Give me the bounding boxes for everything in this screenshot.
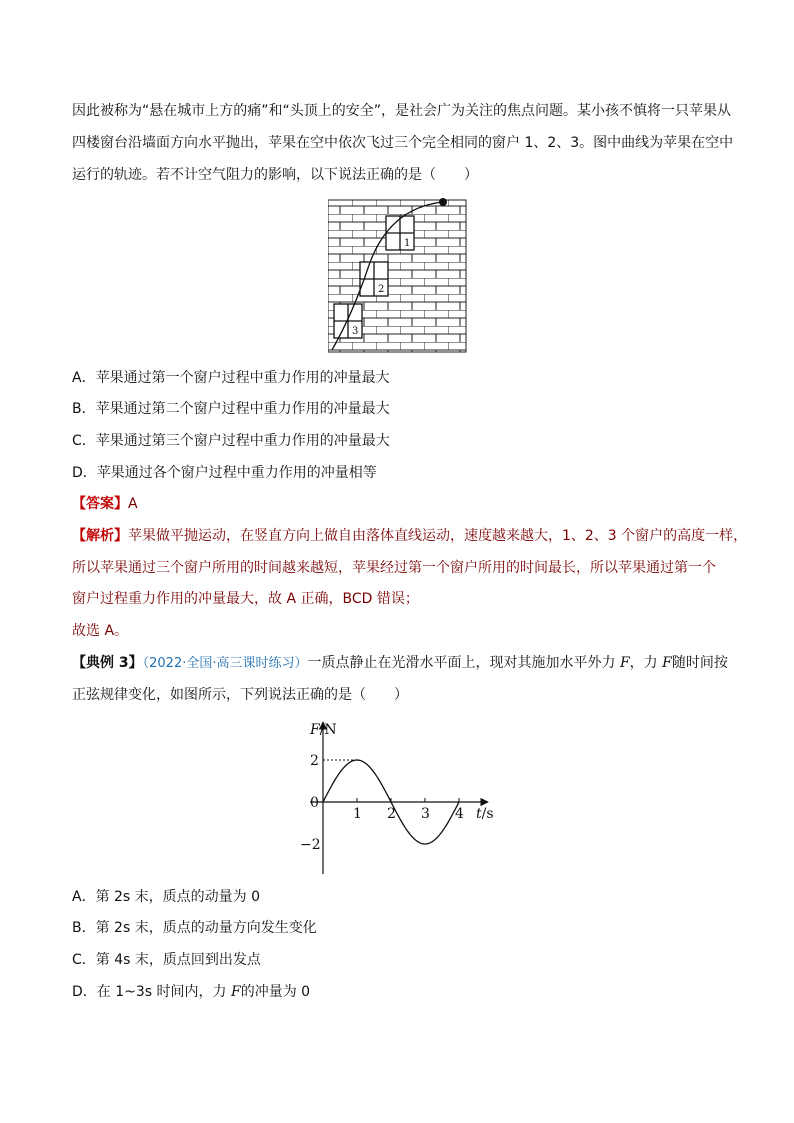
x-tick-label-4: 4 — [455, 806, 464, 822]
q2-option-d-var-f: F — [230, 984, 241, 1000]
example3-text-a: 一质点静止在光滑水平面上，现对其施加水平外力 — [307, 655, 620, 671]
window-1 — [386, 216, 414, 250]
answer-label: 【答案】 — [72, 496, 128, 512]
apple-dot — [439, 198, 447, 206]
answer-line — [72, 494, 138, 514]
analysis-line-3: 窗户过程重力作用的冲量最大，故 A 正确，BCD 错误； — [72, 591, 419, 607]
example3-label: 【典例 3】 — [72, 655, 143, 671]
q1-option-d: D．苹果通过各个窗户过程中重力作用的冲量相等 — [72, 465, 377, 481]
q2-option-d — [72, 982, 310, 1002]
window-label-3: 3 — [352, 326, 359, 337]
analysis-label: 【解析】 — [72, 528, 128, 544]
example3-text-c: 随时间按 — [671, 655, 728, 671]
x-tick-label-3: 3 — [421, 806, 430, 822]
answer-value: A — [128, 496, 138, 512]
q2-option-c: C．第 4s 末，质点回到出发点 — [72, 952, 261, 968]
brick-wall-figure — [328, 198, 468, 354]
y-tick-label-0: 2 — [310, 753, 319, 769]
intro-line-2: 四楼窗台沿墙面方向水平抛出，苹果在空中依次飞过三个完全相同的窗户 1、2、3。图中曲线为苹果在空中 — [72, 135, 734, 151]
y-axis-label: F/N — [310, 722, 337, 738]
y-tick-label-2: −2 — [300, 837, 321, 853]
x-tick-label-1: 1 — [353, 806, 362, 822]
q1-option-a: A．苹果通过第一个窗户过程中重力作用的冲量最大 — [72, 370, 390, 386]
q2-option-d-text-b: 的冲量为 0 — [240, 984, 311, 1000]
analysis-line-2: 所以苹果通过三个窗户所用的时间越来越短，苹果经过第一个窗户所用的时间最长，所以苹果通过第一个 — [72, 560, 716, 576]
intro-line-1: 因此被称为“悬在城市上方的痛”和“头顶上的安全”，是社会广为关注的焦点问题。某小孩不慎将一只苹果从 — [72, 103, 732, 119]
q1-option-c: C．苹果通过第三个窗户过程中重力作用的冲量最大 — [72, 433, 390, 449]
x-tick-label-2: 2 — [387, 806, 396, 822]
example3-var-f-2: F — [662, 655, 672, 671]
q2-option-b: B．第 2s 末，质点的动量方向发生变化 — [72, 920, 317, 936]
analysis-line-4: 故选 A。 — [72, 623, 129, 639]
q1-option-b: B．苹果通过第二个窗户过程中重力作用的冲量最大 — [72, 401, 390, 417]
example3-source: （2022·全国·高三课时练习） — [142, 656, 308, 671]
intro-line-3: 运行的轨迹。若不计空气阻力的影响，以下说法正确的是（ ） — [72, 167, 478, 183]
q2-option-d-text-a: D．在 1~3s 时间内，力 — [72, 984, 231, 1000]
example3-line-2: 正弦规律变化，如图所示，下列说法正确的是（ ） — [72, 687, 408, 703]
analysis-text-1: 苹果做平抛运动，在竖直方向上做自由落体直线运动，速度越来越大，1、2、3 个窗户的高度一样， — [128, 528, 748, 544]
q2-option-a: A．第 2s 末，质点的动量为 0 — [72, 889, 261, 905]
example3-text-b: ，力 — [629, 655, 663, 671]
analysis-line-1 — [72, 526, 747, 546]
example3-line-1 — [72, 653, 728, 674]
window-3 — [334, 304, 362, 338]
x-axis-label: t/s — [476, 806, 494, 822]
window-label-2: 2 — [378, 284, 385, 295]
force-time-chart — [290, 716, 510, 876]
example3-var-f-1: F — [619, 655, 630, 671]
y-tick-label-1: 0 — [310, 795, 319, 811]
window-label-1: 1 — [404, 238, 411, 249]
